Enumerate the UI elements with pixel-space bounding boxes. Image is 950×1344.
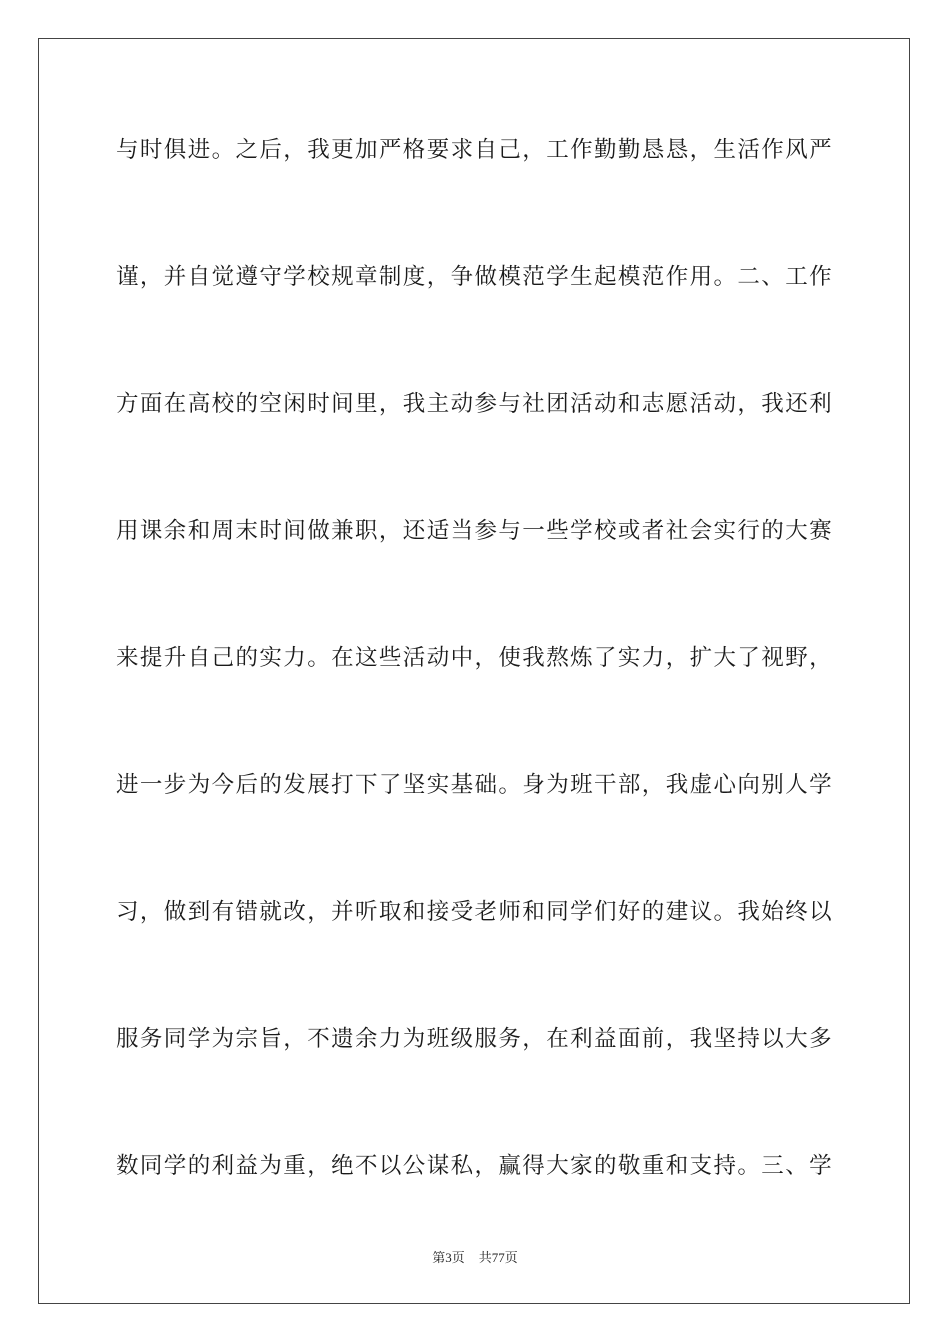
text-line-3: 方面在高校的空闲时间里，我主动参与社团活动和志愿活动，我还利 [116,391,834,417]
current-page-number: 第3页 [432,1250,465,1265]
text-line-1: 与时俱进。之后，我更加严格要求自己，工作勤勤恳恳，生活作风严 [116,137,834,163]
text-line-6: 进一步为今后的发展打下了坚实基础。身为班干部，我虚心向别人学 [116,772,834,798]
text-line-4: 用课余和周末时间做兼职，还适当参与一些学校或者社会实行的大赛 [116,518,834,544]
text-line-5: 来提升自己的实力。在这些活动中，使我熬炼了实力，扩大了视野， [116,645,834,671]
text-line-9: 数同学的利益为重，绝不以公谋私，赢得大家的敬重和支持。三、学 [116,1153,834,1179]
text-line-7: 习，做到有错就改，并听取和接受老师和同学们好的建议。我始终以 [116,899,834,925]
document-body [116,118,836,1261]
text-line-8: 服务同学为宗旨，不遗余力为班级服务，在利益面前，我坚持以大多 [116,1026,834,1052]
total-page-count: 共77页 [478,1250,518,1265]
page-footer [0,1247,950,1266]
text-line-2: 谨，并自觉遵守学校规章制度，争做模范学生起模范作用。二、工作 [116,264,834,290]
